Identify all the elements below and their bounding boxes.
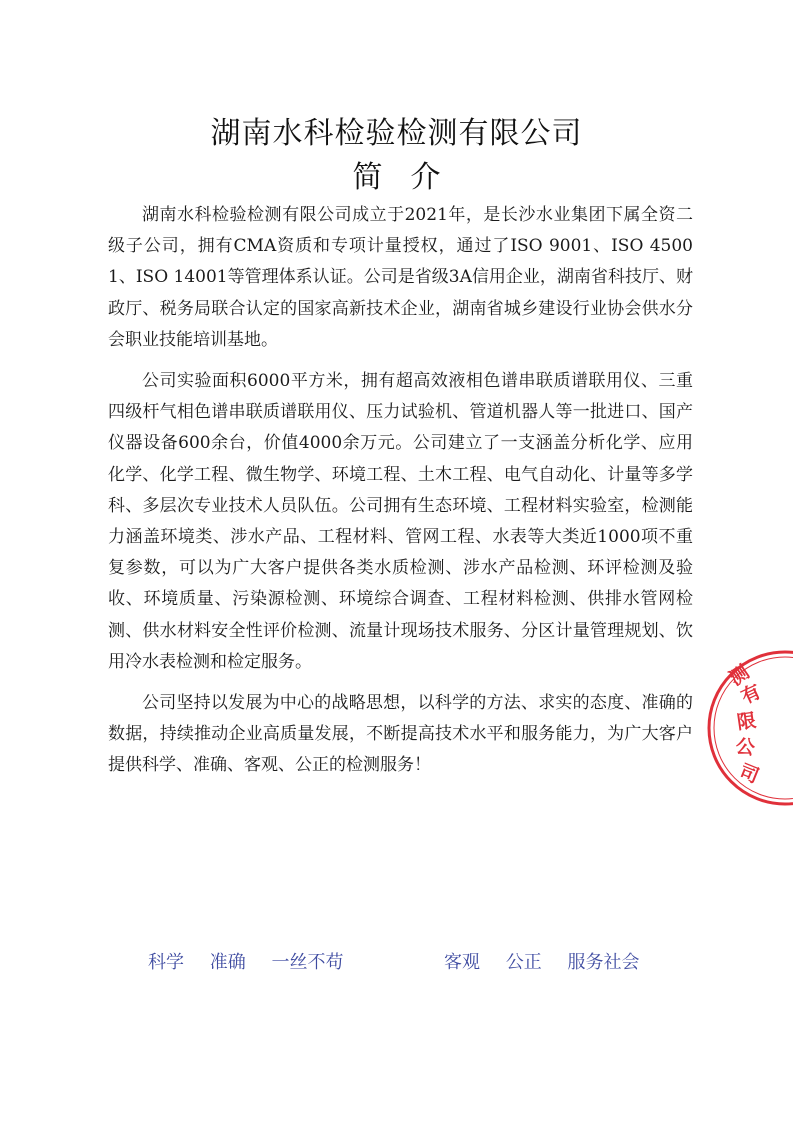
seal-char: 限: [735, 709, 758, 734]
slogan-item: 准确: [209, 952, 246, 973]
slogan-item: 科学: [148, 952, 184, 973]
seal-char: 有: [737, 680, 765, 709]
seal-char: 测: [725, 661, 754, 691]
slogan-right: [444, 950, 639, 976]
company-title: 湖南水科检验检测有限公司: [210, 116, 583, 151]
document-body: [108, 200, 693, 792]
company-seal: [705, 648, 793, 808]
seal-char: 公: [734, 735, 757, 760]
paragraph-capabilities: 公司实验面积6000平方米，拥有超高效液相色谱串联质谱联用仪、三重四级杆气相色谱串联质谱联用仪、压力试验机、管道机器人等一批进口、国产仪器设备600余台，价值4000余万元。公司建立了一支涵盖分析化学、应用化学、化学工程、微生物学、环境工程、土木工程、电气自动化、计量等多学科、多层次专业技术人员队伍。公司拥有生态环境、工程材料实验室，检测能力涵盖环境类、涉水产品、工程材料、管网工程、水表等大类近1000项不重复参数，可以为广大客户提供各类水质检测、涉水产品检测、环评检测及验收、环境质量、污染源检测、环境综合调查、工程材料检测、供排水管网检测、供水材料安全性评价检测、流量计现场技术服务、分区计量管理规划、饮用冷水表检测和检定服务。: [108, 371, 693, 672]
slogan-item: 客观: [444, 952, 480, 973]
document-subtitle: 简介: [352, 160, 469, 195]
paragraph-intro: 湖南水科检验检测有限公司成立于2021年，是长沙水业集团下属全资二级子公司，拥有CMA资质和专项计量授权，通过了ISO 9001、ISO 45001、ISO 14001等管理体系认证。公司是省级3A信用企业，湖南省科技厅、财政厅、税务局联合认定的国家高新技术企业，湖南省城乡建设行业协会供水分会职业技能培训基地。: [108, 205, 693, 350]
slogan-item: 服务社会: [567, 952, 640, 973]
slogan-left: [148, 950, 343, 976]
slogan-item: 一丝不苟: [271, 952, 344, 973]
paragraph-mission: 公司坚持以发展为中心的战略思想，以科学的方法、求实的态度、准确的数据，持续推动企业高质量发展，不断提高技术水平和服务能力，为广大客户提供科学、准确、客观、公正的检测服务！: [108, 693, 693, 776]
seal-char: 司: [736, 760, 762, 788]
slogan-item: 公正: [505, 952, 542, 973]
